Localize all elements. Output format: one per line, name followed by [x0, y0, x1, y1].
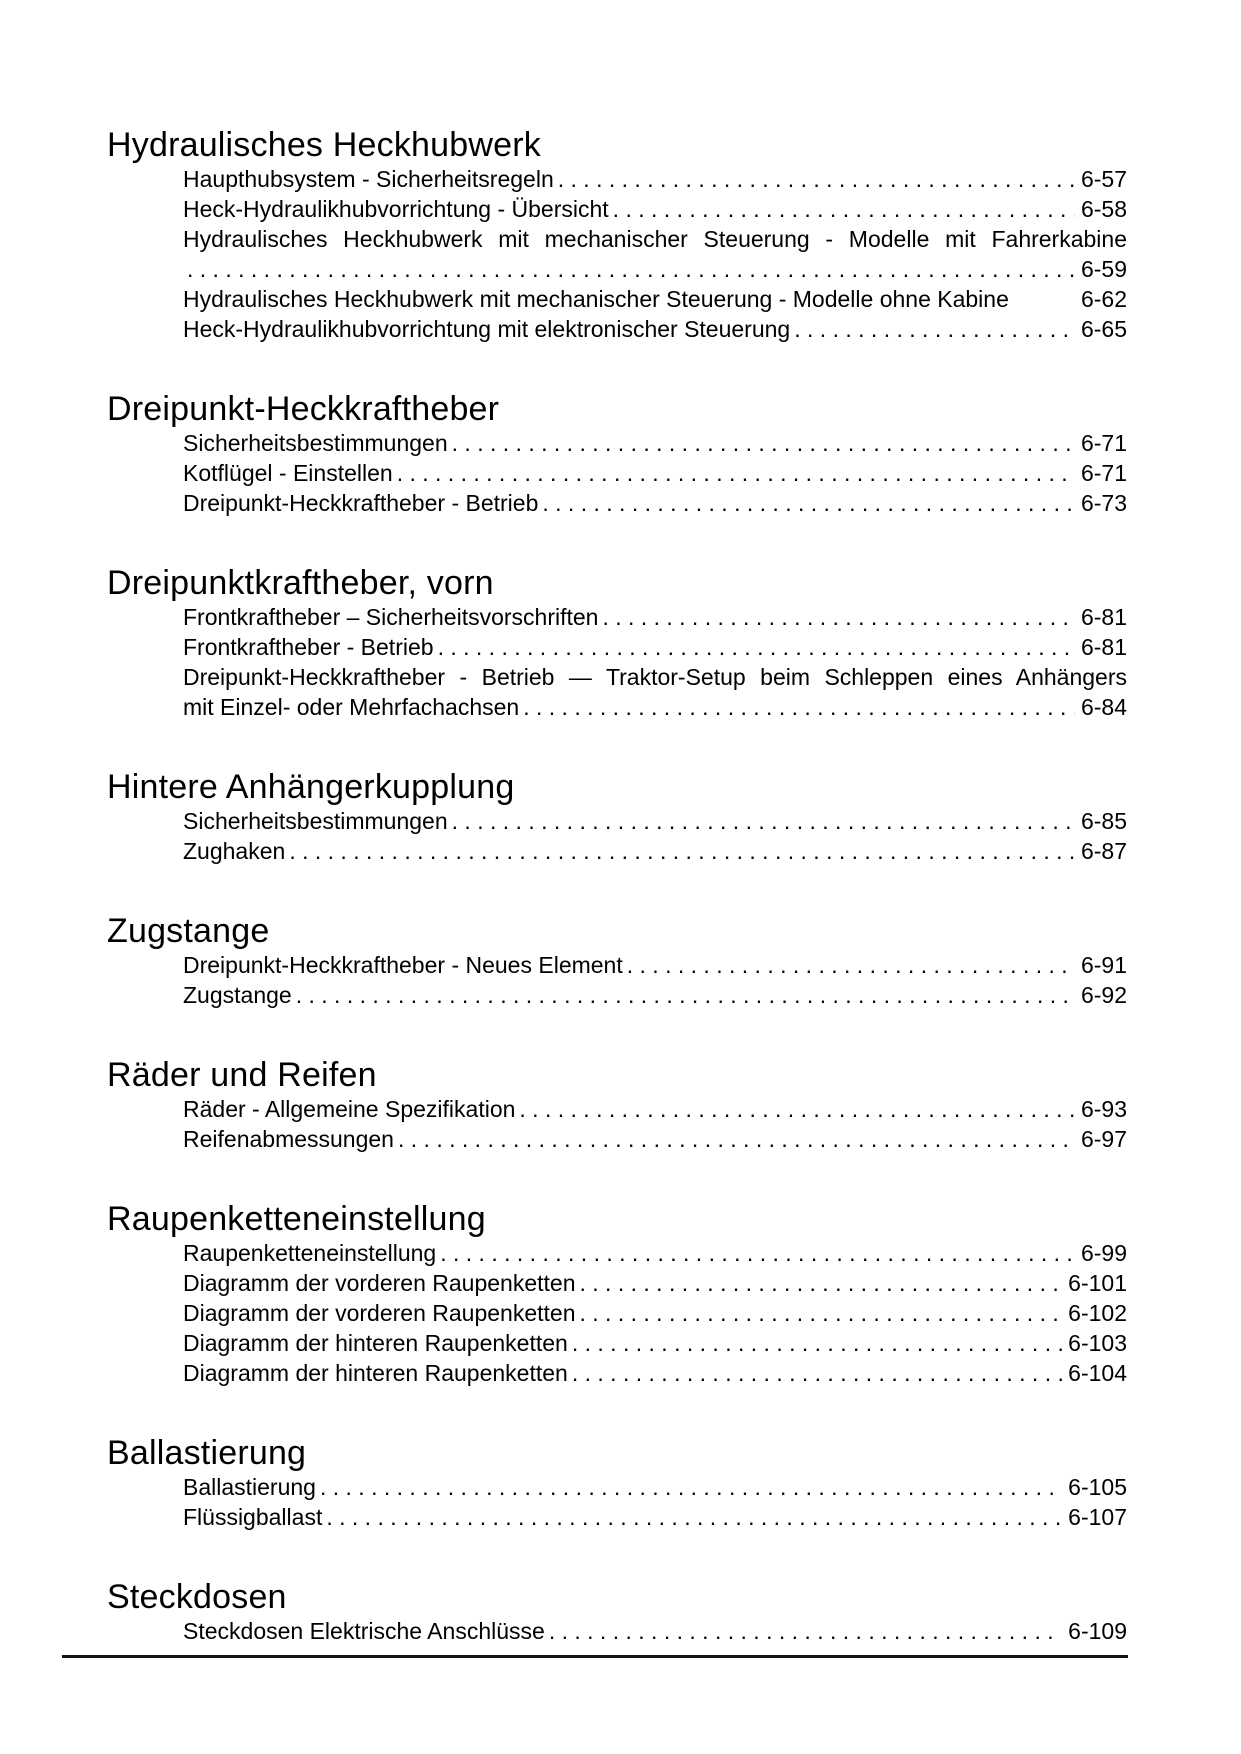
toc-entry-page: 6-91 — [1080, 952, 1127, 978]
toc-entry-page: 6-81 — [1080, 604, 1127, 630]
dot-leader — [440, 1238, 1075, 1268]
toc-entry-title: Haupthubsystem - Sicherheitsregeln — [183, 166, 554, 192]
toc-entry-title: Reifenabmessungen — [183, 1126, 394, 1152]
toc-entry-row[interactable] — [183, 980, 1127, 1010]
section-title: Ballastierung — [107, 1434, 307, 1472]
toc-entry-title: Dreipunkt-Heckkraftheber - Neues Element — [183, 952, 623, 978]
dot-leader — [794, 314, 1075, 344]
toc-entry-row[interactable] — [183, 428, 1127, 458]
toc-section-list — [107, 126, 1127, 1646]
toc-entry-page: 6-65 — [1080, 316, 1127, 342]
toc-entry-row[interactable] — [183, 1094, 1127, 1124]
section-title: Hintere Anhängerkupplung — [107, 768, 515, 806]
section-title: Zugstange — [107, 912, 270, 950]
toc-entry-row[interactable] — [183, 488, 1127, 518]
dot-leader — [519, 1094, 1075, 1124]
toc-entry-page: 6-87 — [1080, 838, 1127, 864]
toc-entry-page: 6-62 — [1080, 286, 1127, 312]
dot-leader — [579, 1268, 1062, 1298]
dot-leader — [289, 836, 1075, 866]
toc-entry-title: Hydraulisches Heckhubwerk mit mechanischer Steuerung - Modelle ohne Kabine — [183, 286, 1009, 312]
toc-section — [107, 1056, 1127, 1154]
toc-entry-row[interactable] — [183, 1298, 1127, 1328]
toc-entry-page: 6-102 — [1068, 1300, 1127, 1326]
toc-entry-page: 6-73 — [1080, 490, 1127, 516]
dot-leader — [326, 1502, 1062, 1532]
toc-entry-title: Räder - Allgemeine Spezifikation — [183, 1096, 516, 1122]
section-entries — [183, 1472, 1127, 1532]
toc-entry-row[interactable] — [183, 1238, 1127, 1268]
toc-entry-row[interactable] — [183, 194, 1127, 224]
toc-entry-title: Frontkraftheber - Betrieb — [183, 634, 434, 660]
toc-entry-row[interactable] — [183, 314, 1127, 344]
toc-section — [107, 1434, 1127, 1532]
section-entries — [183, 428, 1127, 518]
toc-entry-page: 6-97 — [1080, 1126, 1127, 1152]
dot-leader — [572, 1328, 1062, 1358]
dot-leader — [613, 194, 1075, 224]
toc-entry-row[interactable] — [183, 1268, 1127, 1298]
toc-entry-row[interactable] — [183, 254, 1127, 284]
toc-entry-title: Diagramm der hinteren Raupenketten — [183, 1360, 568, 1386]
toc-entry-page: 6-59 — [1080, 256, 1127, 282]
toc-entry-title: Heck-Hydraulikhubvorrichtung mit elektronischer Steuerung — [183, 316, 791, 342]
toc-entry-title: Sicherheitsbestimmungen — [183, 430, 448, 456]
toc-entry-title: Steckdosen Elektrische Anschlüsse — [183, 1618, 545, 1644]
section-entries — [183, 602, 1127, 722]
toc-entry-page: 6-84 — [1080, 694, 1127, 720]
toc-entry-row[interactable] — [183, 806, 1127, 836]
toc-entry-page: 6-57 — [1080, 166, 1127, 192]
toc-entry-title: Zughaken — [183, 838, 286, 864]
toc-entry-title: Zugstange — [183, 982, 292, 1008]
section-title: Steckdosen — [107, 1578, 287, 1616]
toc-entry-title: Heck-Hydraulikhubvorrichtung - Übersicht — [183, 196, 609, 222]
dot-leader — [549, 1616, 1062, 1646]
toc-entry-title: Hydraulisches Heckhubwerk mit mechanischer Steuerung - Modelle mit Fahrerkabine — [183, 226, 1127, 252]
toc-entry-page: 6-71 — [1080, 430, 1127, 456]
toc-section — [107, 126, 1127, 344]
toc-entry-page: 6-104 — [1068, 1360, 1127, 1386]
toc-entry-row[interactable] — [183, 1616, 1127, 1646]
toc-entry-page: 6-109 — [1068, 1618, 1127, 1644]
toc-entry-page: 6-85 — [1080, 808, 1127, 834]
dot-leader — [602, 602, 1074, 632]
section-title: Räder und Reifen — [107, 1056, 377, 1094]
toc-entry-page: 6-103 — [1068, 1330, 1127, 1356]
toc-entry-row[interactable] — [183, 662, 1127, 692]
toc-entry-title: Raupenketteneinstellung — [183, 1240, 437, 1266]
toc-entry-title: Dreipunkt-Heckkraftheber - Betrieb — Traktor-Setup beim Schleppen eines Anhängers — [183, 664, 1127, 690]
dot-leader — [572, 1358, 1062, 1388]
dot-leader — [523, 692, 1075, 722]
toc-entry-row[interactable] — [183, 632, 1127, 662]
toc-entry-row[interactable] — [183, 458, 1127, 488]
toc-entry-row[interactable] — [183, 1502, 1127, 1532]
toc-entry-title: Ballastierung — [183, 1474, 316, 1500]
toc-entry-row[interactable] — [183, 602, 1127, 632]
section-title: Dreipunktkraftheber, vorn — [107, 564, 494, 602]
toc-entry-title: Diagramm der vorderen Raupenketten — [183, 1270, 576, 1296]
toc-entry-page: 6-92 — [1080, 982, 1127, 1008]
toc-section — [107, 390, 1127, 518]
section-title: Raupenketteneinstellung — [107, 1200, 486, 1238]
dot-leader — [452, 806, 1075, 836]
toc-entry-row[interactable] — [183, 836, 1127, 866]
toc-section — [107, 768, 1127, 866]
section-entries — [183, 1238, 1127, 1388]
section-entries — [183, 1094, 1127, 1154]
dot-leader — [438, 632, 1075, 662]
toc-entry-row[interactable] — [183, 1358, 1127, 1388]
section-entries — [183, 806, 1127, 866]
dot-leader — [627, 950, 1075, 980]
toc-section — [107, 564, 1127, 722]
toc-entry-row[interactable] — [183, 1328, 1127, 1358]
toc-entry-page: 6-101 — [1068, 1270, 1127, 1296]
section-title: Hydraulisches Heckhubwerk — [107, 126, 541, 164]
footer-rule — [62, 1655, 1128, 1658]
section-entries — [183, 1616, 1127, 1646]
toc-entry-row[interactable] — [183, 284, 1127, 314]
toc-entry-page: 6-99 — [1080, 1240, 1127, 1266]
dot-leader — [579, 1298, 1062, 1328]
toc-entry-row[interactable] — [183, 692, 1127, 722]
dot-leader — [397, 458, 1075, 488]
toc-entry-page: 6-107 — [1068, 1504, 1127, 1530]
dot-leader — [558, 164, 1075, 194]
toc-section — [107, 912, 1127, 1010]
toc-entry-row[interactable] — [183, 1472, 1127, 1502]
section-entries — [183, 164, 1127, 344]
toc-entry-page: 6-105 — [1068, 1474, 1127, 1500]
toc-section — [107, 1578, 1127, 1646]
toc-entry-title: Flüssigballast — [183, 1504, 323, 1530]
section-entries — [183, 950, 1127, 1010]
toc-entry-row[interactable] — [183, 1124, 1127, 1154]
toc-entry-row[interactable] — [183, 224, 1127, 254]
toc-entry-page: 6-71 — [1080, 460, 1127, 486]
toc-entry-title: Dreipunkt-Heckkraftheber - Betrieb — [183, 490, 539, 516]
toc-entry-title: Frontkraftheber – Sicherheitsvorschriften — [183, 604, 599, 630]
toc-entry-title: Kotflügel - Einstellen — [183, 460, 393, 486]
toc-entry-title: Diagramm der vorderen Raupenketten — [183, 1300, 576, 1326]
toc-section — [107, 1200, 1127, 1388]
dot-leader — [320, 1472, 1062, 1502]
toc-entry-page: 6-81 — [1080, 634, 1127, 660]
dot-leader — [296, 980, 1075, 1010]
dot-leader — [542, 488, 1075, 518]
toc-entry-row[interactable] — [183, 164, 1127, 194]
toc-entry-title: mit Einzel- oder Mehrfachachsen — [183, 694, 520, 720]
dot-leader — [398, 1124, 1075, 1154]
toc-entry-page: 6-58 — [1080, 196, 1127, 222]
toc-entry-row[interactable] — [183, 950, 1127, 980]
section-title: Dreipunkt-Heckkraftheber — [107, 390, 500, 428]
toc-entry-page: 6-93 — [1080, 1096, 1127, 1122]
toc-entry-title: Diagramm der hinteren Raupenketten — [183, 1330, 568, 1356]
toc-entry-title: Sicherheitsbestimmungen — [183, 808, 448, 834]
dot-leader — [452, 428, 1075, 458]
dot-leader — [187, 254, 1075, 284]
